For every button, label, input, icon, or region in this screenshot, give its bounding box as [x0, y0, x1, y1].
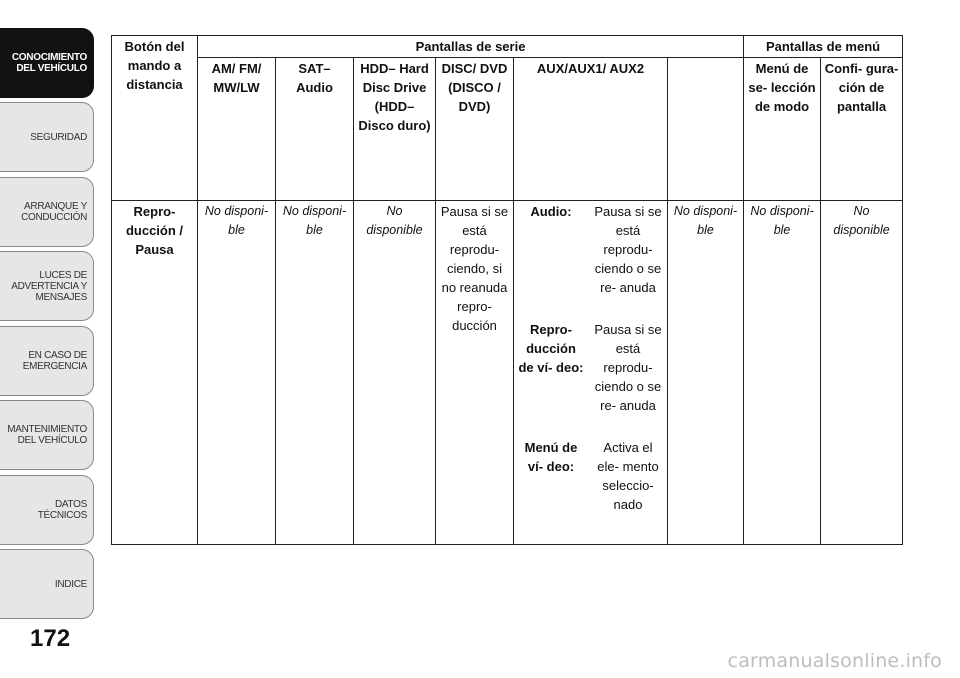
aux-menu-value: Activa el ele- mento seleccio- nado — [597, 440, 659, 512]
tab-seguridad[interactable]: SEGURIDAD — [0, 102, 94, 172]
row-button-label: Repro- ducción / Pausa — [112, 201, 198, 545]
cell-blank: No disponi- ble — [668, 201, 744, 545]
col-blank — [668, 58, 744, 201]
col-config: Confi- gura- ción de pantalla — [821, 58, 903, 201]
aux-video-value: Pausa si se está reprodu- ciendo o se re- anuda — [594, 322, 662, 413]
cell-aux — [514, 201, 668, 545]
cell-am: No disponi- ble — [198, 201, 276, 545]
header-remote-button: Botón del mando a distancia — [124, 39, 185, 92]
header-series: Pantallas de serie — [198, 36, 744, 58]
col-sat: SAT– Audio — [276, 58, 354, 201]
cell-sat: No disponi- ble — [276, 201, 354, 545]
remote-control-table — [111, 35, 903, 545]
tab-datos[interactable]: DATOS TÉCNICOS — [0, 475, 94, 545]
tab-luces[interactable]: LUCES DE ADVERTENCIA Y MENSAJES — [0, 251, 94, 321]
aux-menu-label: Menú de ví- deo: — [524, 440, 578, 474]
tab-mantenimiento[interactable]: MANTENIMIENTO DEL VEHÍCULO — [0, 400, 94, 470]
header-menu: Pantallas de menú — [744, 36, 903, 58]
col-aux: AUX/AUX1/ AUX2 — [514, 58, 668, 201]
cell-disc: Pausa si se está reprodu- ciendo, si no reanuda repro- ducción — [436, 201, 514, 545]
aux-audio-label: Audio: — [530, 204, 572, 219]
col-am: AM/ FM/ MW/LW — [198, 58, 276, 201]
watermark-text: carmanualsonline.info — [727, 650, 942, 672]
tab-emergencia[interactable]: EN CASO DE EMERGENCIA — [0, 326, 94, 396]
cell-menu-mode: No disponi- ble — [744, 201, 821, 545]
col-hdd: HDD– Hard Disc Drive (HDD– Disco duro) — [354, 58, 436, 201]
aux-video-label: Repro- ducción de ví- deo: — [518, 322, 584, 375]
col-menu-mode: Menú de se- lección de modo — [744, 58, 821, 201]
cell-hdd: No disponible — [354, 201, 436, 545]
page-number: 172 — [30, 625, 71, 652]
tab-arranque[interactable]: ARRANQUE Y CONDUCCIÓN — [0, 177, 94, 247]
tab-indice[interactable]: INDICE — [0, 549, 94, 619]
aux-audio-value: Pausa si se está reprodu- ciendo o se re- anuda — [594, 204, 662, 295]
tab-conocimiento[interactable]: CONOCIMIENTO DEL VEHÍCULO — [0, 28, 94, 98]
col-disc: DISC/ DVD (DISCO / DVD) — [436, 58, 514, 201]
cell-config: No disponible — [821, 201, 903, 545]
aux-subtable — [514, 201, 668, 515]
